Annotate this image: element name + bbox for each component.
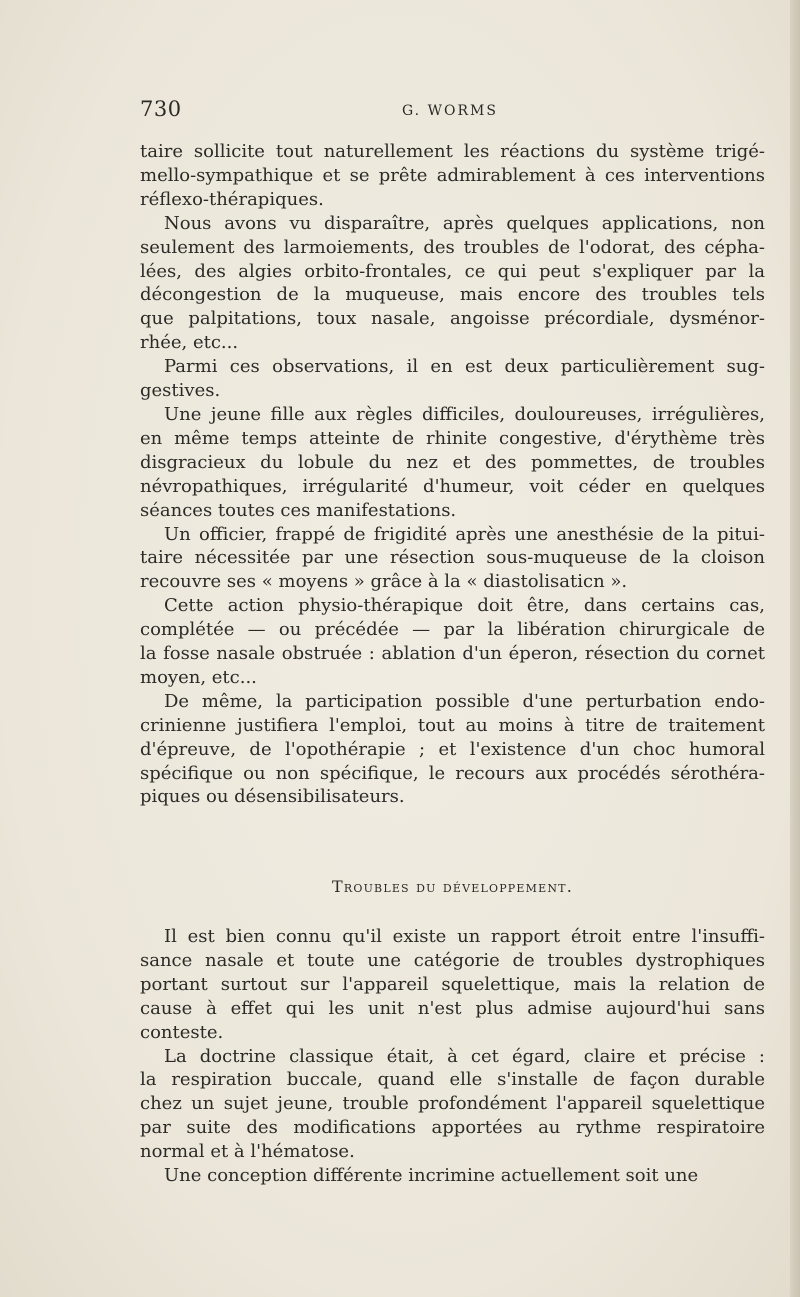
text-line: Il est bien connu qu'il existe un rapport étroit entre l'insuffi- (164, 926, 765, 947)
text-line: chez un sujet jeune, trouble profondément l'appareil squelettique (140, 1093, 765, 1115)
text-line: en même temps atteinte de rhinite congestive, d'érythème très (140, 427, 765, 449)
text-line: la respiration buccale, quand elle s'installe de façon durable (140, 1069, 765, 1091)
text-line: La doctrine classique était, à cet égard, claire et précise : (164, 1045, 765, 1067)
text-line: lées, des algies orbito-frontales, ce qui peut s'expliquer par la (140, 260, 765, 282)
text-line: gestives. (140, 380, 221, 402)
text-line: décongestion de la muqueuse, mais encore des troubles tels (140, 284, 765, 306)
text-line: De même, la participation possible d'une perturbation endo- (164, 690, 765, 712)
text-line: piques ou désensibilisateurs. (140, 786, 405, 808)
text-line: taire nécessitée par une résection sous-muqueuse de la cloison (140, 547, 765, 569)
text-line: Une jeune fille aux règles difficiles, douloureuses, irrégulières, (164, 403, 765, 425)
text-line: crinienne justifiera l'emploi, tout au moins à titre de traitement (140, 714, 765, 736)
text-line: cause à effet qui les unit n'est plus admise aujourd'hui sans (140, 997, 765, 1019)
text-line: Un officier, frappé de frigidité après une anesthésie de la pitui- (164, 523, 765, 545)
text-line: que palpitations, toux nasale, angoisse précordiale, dysménor- (140, 308, 765, 330)
running-head: G. WORMS (402, 103, 498, 119)
text-line: seulement des larmoiements, des troubles de l'odorat, des cépha- (140, 236, 765, 258)
text-line: réflexo-thérapiques. (140, 188, 324, 210)
text-line: Une conception différente incrimine actuellement soit une (164, 1165, 699, 1187)
text-line: séances toutes ces manifestations. (140, 499, 457, 521)
text-line: par suite des modifications apportées au rythme respiratoire (140, 1117, 765, 1139)
text-line: sance nasale et toute une catégorie de troubles dystrophiques (140, 949, 765, 971)
text-line: spécifique ou non spécifique, le recours aux procédés sérothéra- (140, 762, 765, 784)
text-line: Cette action physio-thérapique doit être, dans certains cas, (164, 595, 765, 617)
text-line: recouvre ses « moyens » grâce à la « diastolisaticn ». (140, 571, 628, 593)
text-line: taire sollicite tout naturellement les réactions du système trigé- (140, 141, 765, 162)
text-line: mello-sympathique et se prête admirablement à ces interventions (140, 164, 765, 186)
text-line: complétée — ou précédée — par la libération chirurgicale de (140, 619, 765, 641)
body-text-continued (140, 925, 765, 1188)
text-line: normal et à l'hématose. (140, 1141, 355, 1163)
text-line: Parmi ces observations, il en est deux particulièrement sug- (164, 356, 765, 378)
text-line: Nous avons vu disparaître, après quelques applications, non (164, 212, 765, 234)
body-text (140, 140, 765, 809)
text-line: d'épreuve, de l'opothérapie ; et l'existence d'un choc humoral (140, 738, 765, 760)
text-line: portant surtout sur l'appareil squelettique, mais la relation de (140, 973, 765, 995)
page-number: 730 (140, 97, 182, 121)
page-edge (790, 0, 800, 1297)
text-line: rhée, etc... (140, 332, 239, 354)
section-heading: Troubles du développement. (332, 877, 573, 896)
text-line: la fosse nasale obstruée : ablation d'un éperon, résection du cornet (140, 643, 765, 665)
text-line: névropathiques, irrégularité d'humeur, voit céder en quelques (140, 475, 765, 497)
text-line: moyen, etc... (140, 666, 257, 688)
text-line: disgracieux du lobule du nez et des pommettes, de troubles (140, 451, 765, 473)
page-header (140, 97, 765, 127)
text-line: conteste. (140, 1021, 224, 1043)
